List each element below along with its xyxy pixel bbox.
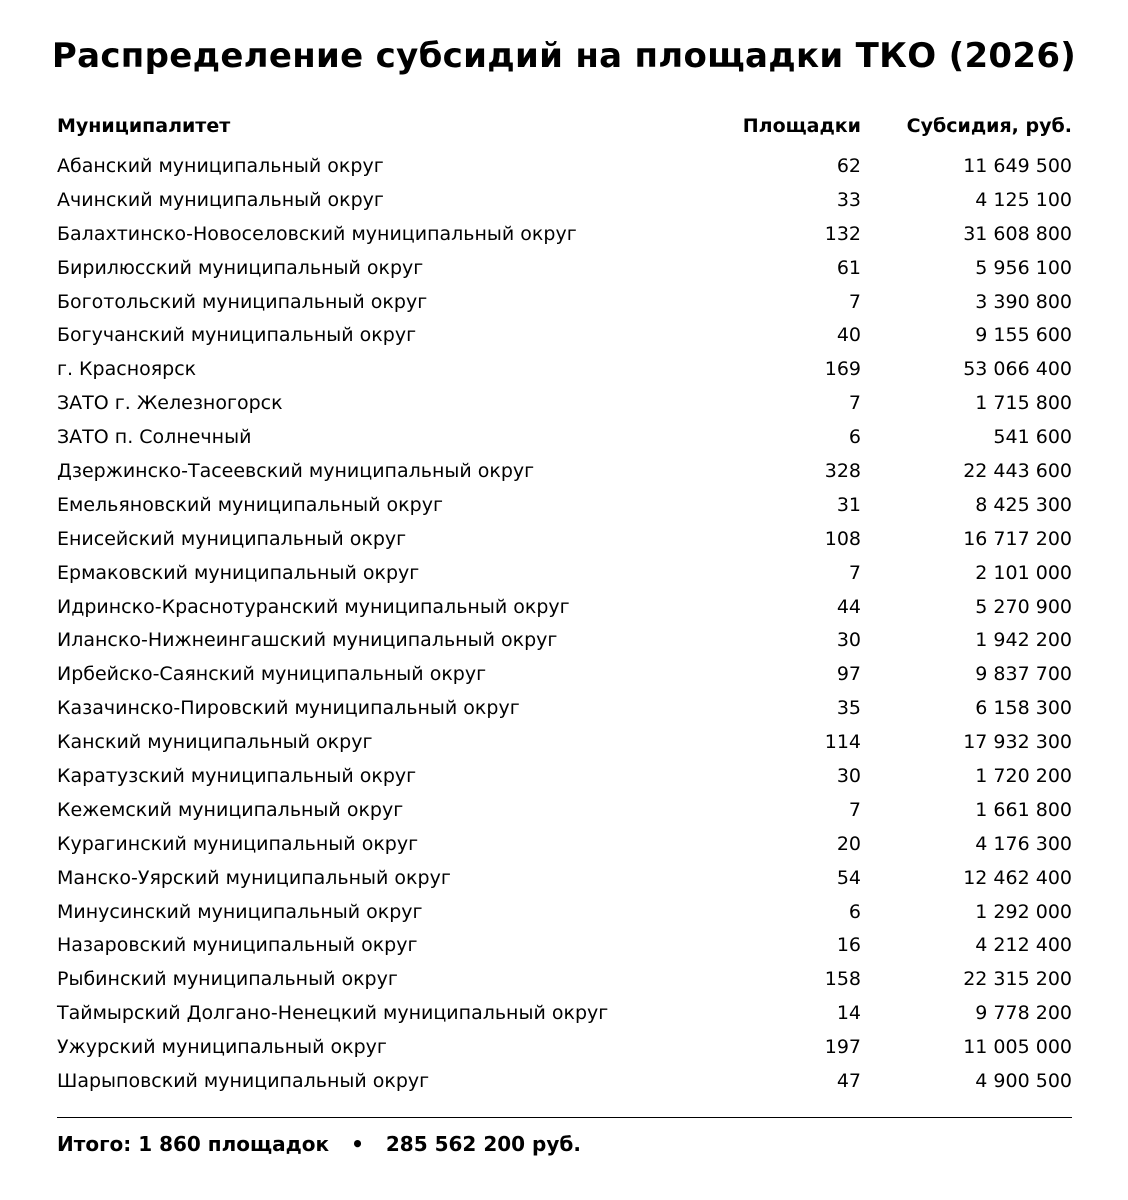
row-subsidy: 9 778 200 bbox=[975, 1002, 1072, 1025]
row-municipality: ЗАТО г. Железногорск bbox=[57, 392, 283, 415]
table-row bbox=[57, 489, 1072, 523]
row-municipality: Таймырский Долгано-Ненецкий муниципальный округ bbox=[57, 1002, 609, 1025]
row-subsidy: 9 155 600 bbox=[975, 324, 1072, 347]
row-subsidy: 1 661 800 bbox=[975, 798, 1072, 821]
row-subsidy: 4 125 100 bbox=[975, 188, 1072, 211]
table-row bbox=[57, 658, 1072, 692]
row-sites: 7 bbox=[848, 561, 861, 584]
table-body bbox=[57, 150, 1072, 1099]
row-sites: 33 bbox=[836, 188, 861, 211]
row-sites: 132 bbox=[824, 222, 861, 245]
row-sites: 328 bbox=[824, 460, 861, 483]
table-row bbox=[57, 591, 1072, 625]
table-row bbox=[57, 828, 1072, 862]
row-sites: 30 bbox=[836, 765, 861, 788]
table-row bbox=[57, 929, 1072, 963]
row-sites: 44 bbox=[836, 595, 861, 618]
row-sites: 40 bbox=[836, 324, 861, 347]
row-sites: 47 bbox=[836, 1070, 861, 1093]
row-sites: 6 bbox=[848, 900, 861, 923]
table-row bbox=[57, 862, 1072, 896]
table-row bbox=[57, 150, 1072, 184]
row-subsidy: 4 176 300 bbox=[975, 832, 1072, 855]
column-header-subsidy: Субсидия, руб. bbox=[906, 115, 1072, 137]
table-row bbox=[57, 794, 1072, 828]
row-sites: 31 bbox=[836, 493, 861, 516]
row-subsidy: 4 212 400 bbox=[975, 934, 1072, 957]
row-sites: 7 bbox=[848, 798, 861, 821]
row-subsidy: 8 425 300 bbox=[975, 493, 1072, 516]
row-sites: 197 bbox=[824, 1036, 861, 1059]
row-sites: 54 bbox=[836, 866, 861, 889]
table-header bbox=[57, 112, 1072, 140]
row-sites: 6 bbox=[848, 426, 861, 449]
row-subsidy: 1 720 200 bbox=[975, 765, 1072, 788]
divider bbox=[57, 1117, 1072, 1118]
total-line bbox=[57, 1129, 581, 1159]
row-municipality: Бирилюсский муниципальный округ bbox=[57, 256, 424, 279]
row-municipality: Ачинский муниципальный округ bbox=[57, 188, 384, 211]
row-municipality: Шарыповский муниципальный округ bbox=[57, 1070, 430, 1093]
row-municipality: Абанский муниципальный округ bbox=[57, 155, 384, 177]
row-subsidy: 5 956 100 bbox=[975, 256, 1072, 279]
row-sites: 16 bbox=[836, 934, 861, 957]
row-subsidy: 12 462 400 bbox=[963, 866, 1072, 889]
row-subsidy: 1 292 000 bbox=[975, 900, 1072, 923]
row-municipality: Иланско-Нижнеингашский муниципальный округ bbox=[57, 629, 558, 652]
bullet-separator: • bbox=[351, 1132, 364, 1156]
table-row bbox=[57, 319, 1072, 353]
table-row bbox=[57, 523, 1072, 557]
row-municipality: Енисейский муниципальный округ bbox=[57, 527, 407, 550]
table-row bbox=[57, 692, 1072, 726]
table-row bbox=[57, 218, 1072, 252]
row-municipality: Ужурский муниципальный округ bbox=[57, 1036, 387, 1059]
page-title: Распределение субсидий на площадки ТКО (2026) bbox=[51, 36, 1077, 76]
table-row bbox=[57, 557, 1072, 591]
table-row bbox=[57, 184, 1072, 218]
row-subsidy: 22 315 200 bbox=[963, 968, 1072, 991]
row-municipality: Рыбинский муниципальный округ bbox=[57, 968, 398, 991]
table-row bbox=[57, 1065, 1072, 1099]
row-municipality: Балахтинско-Новоселовский муниципальный округ bbox=[57, 222, 577, 245]
row-subsidy: 1 942 200 bbox=[975, 629, 1072, 652]
table-row bbox=[57, 1031, 1072, 1065]
row-municipality: Курагинский муниципальный округ bbox=[57, 832, 419, 855]
row-subsidy: 5 270 900 bbox=[975, 595, 1072, 618]
row-municipality: Боготольский муниципальный округ bbox=[57, 290, 428, 313]
row-municipality: Дзержинско-Тасеевский муниципальный округ bbox=[57, 460, 535, 483]
table-row bbox=[57, 726, 1072, 760]
table-row bbox=[57, 421, 1072, 455]
row-municipality: Ермаковский муниципальный округ bbox=[57, 561, 420, 584]
table-row bbox=[57, 896, 1072, 930]
row-municipality: Идринско-Краснотуранский муниципальный округ bbox=[57, 595, 570, 618]
row-subsidy: 9 837 700 bbox=[975, 663, 1072, 686]
row-subsidy: 53 066 400 bbox=[963, 358, 1072, 381]
row-municipality: Казачинско-Пировский муниципальный округ bbox=[57, 697, 520, 720]
table-row bbox=[57, 286, 1072, 320]
row-municipality: Богучанский муниципальный округ bbox=[57, 324, 417, 347]
row-subsidy: 3 390 800 bbox=[975, 290, 1072, 313]
row-sites: 158 bbox=[824, 968, 861, 991]
row-subsidy: 22 443 600 bbox=[963, 460, 1072, 483]
column-header-sites: Площадки bbox=[742, 115, 861, 137]
row-municipality: Минусинский муниципальный округ bbox=[57, 900, 423, 923]
table-row bbox=[57, 997, 1072, 1031]
row-subsidy: 6 158 300 bbox=[975, 697, 1072, 720]
row-subsidy: 2 101 000 bbox=[975, 561, 1072, 584]
row-subsidy: 17 932 300 bbox=[963, 731, 1072, 754]
row-sites: 97 bbox=[836, 663, 861, 686]
row-sites: 7 bbox=[848, 290, 861, 313]
table-row bbox=[57, 252, 1072, 286]
row-municipality: Каратузский муниципальный округ bbox=[57, 765, 417, 788]
row-municipality: Емельяновский муниципальный округ bbox=[57, 493, 443, 516]
row-sites: 35 bbox=[836, 697, 861, 720]
table-row bbox=[57, 387, 1072, 421]
total-sites: Итого: 1 860 площадок bbox=[57, 1132, 330, 1156]
row-subsidy: 11 649 500 bbox=[963, 155, 1072, 177]
row-sites: 114 bbox=[824, 731, 861, 754]
row-sites: 7 bbox=[848, 392, 861, 415]
row-subsidy: 4 900 500 bbox=[975, 1070, 1072, 1093]
row-municipality: Кежемский муниципальный округ bbox=[57, 798, 404, 821]
row-municipality: Ирбейско-Саянский муниципальный округ bbox=[57, 663, 487, 686]
row-subsidy: 16 717 200 bbox=[963, 527, 1072, 550]
table-row bbox=[57, 963, 1072, 997]
row-sites: 62 bbox=[836, 155, 861, 177]
row-sites: 108 bbox=[824, 527, 861, 550]
column-header-municipality: Муниципалитет bbox=[57, 115, 231, 137]
table-row bbox=[57, 455, 1072, 489]
row-subsidy: 11 005 000 bbox=[963, 1036, 1072, 1059]
row-municipality: Назаровский муниципальный округ bbox=[57, 934, 418, 957]
row-municipality: Манско-Уярский муниципальный округ bbox=[57, 866, 451, 889]
total-subsidy: 285 562 200 руб. bbox=[385, 1132, 581, 1156]
row-sites: 30 bbox=[836, 629, 861, 652]
row-subsidy: 541 600 bbox=[993, 426, 1072, 449]
row-municipality: г. Красноярск bbox=[57, 358, 197, 381]
row-sites: 61 bbox=[836, 256, 861, 279]
table-row bbox=[57, 624, 1072, 658]
row-subsidy: 31 608 800 bbox=[963, 222, 1072, 245]
row-sites: 169 bbox=[824, 358, 861, 381]
row-municipality: Канский муниципальный округ bbox=[57, 731, 373, 754]
row-subsidy: 1 715 800 bbox=[975, 392, 1072, 415]
table-row bbox=[57, 353, 1072, 387]
table-row bbox=[57, 760, 1072, 794]
row-sites: 14 bbox=[836, 1002, 861, 1025]
row-sites: 20 bbox=[836, 832, 861, 855]
row-municipality: ЗАТО п. Солнечный bbox=[57, 426, 252, 449]
